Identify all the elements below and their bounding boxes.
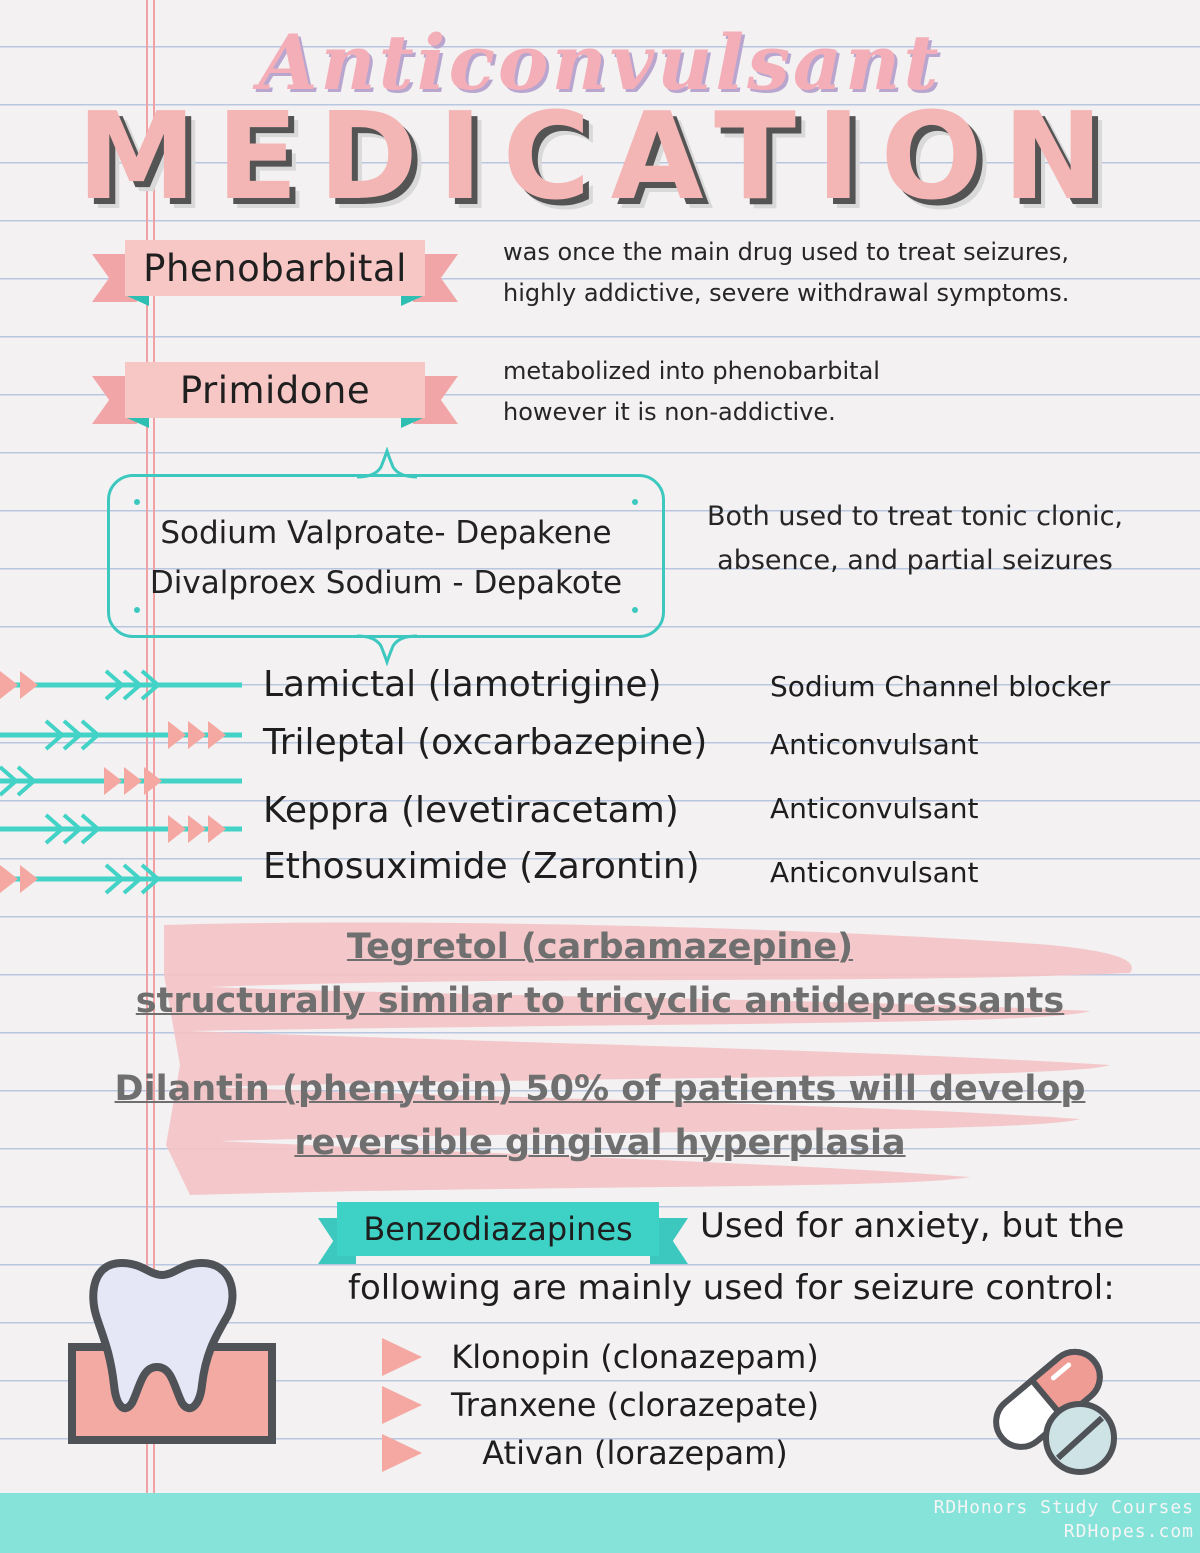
dilantin-description: reversible gingival hyperplasia — [294, 1123, 906, 1163]
drug-name: Lamictal (lamotrigine) — [263, 664, 662, 705]
primidone-label: Primidone — [125, 362, 425, 418]
footer-line-2: RDHopes.com — [1063, 1521, 1194, 1542]
tegretol-line: Tegretol (carbamazepine) — [346, 927, 854, 967]
drug-name: Ethosuximide (Zarontin) — [263, 846, 700, 887]
drug-class: Anticonvulsant — [770, 856, 979, 889]
pills-icon — [980, 1330, 1130, 1480]
drug-name: Keppra (levetiracetam) — [263, 790, 679, 831]
title-script: Anticonvulsant — [258, 18, 942, 107]
benzo-item: Tranxene (clorazepate) — [450, 1386, 820, 1424]
divalproex-line: Divalproex Sodium - Depakote — [149, 565, 623, 601]
benzo-description: following are mainly used for seizure control: — [348, 1268, 1115, 1308]
brace-bottom-icon — [355, 634, 419, 666]
phenobarbital-description: was once the main drug used to treat seizures, highly addictive, severe withdrawal symptoms. — [503, 238, 1070, 307]
benzodiazepines-label: Benzodiazapines — [337, 1202, 659, 1256]
benzo-item: Ativan (lorazepam) — [482, 1434, 788, 1472]
drug-class: Anticonvulsant — [770, 728, 979, 761]
valproate-description: Both used to treat tonic clonic, absence, and partial seizures — [707, 501, 1123, 576]
tooth-icon — [62, 1255, 282, 1450]
drug-class: Anticonvulsant — [770, 792, 979, 825]
primidone-banner — [92, 362, 458, 428]
valproate-line: Sodium Valproate- Depakene — [160, 515, 612, 551]
triangle-bullet-icon — [382, 1434, 422, 1472]
triangle-bullet-icon — [382, 1338, 422, 1376]
triangle-bullet-icon — [382, 1386, 422, 1424]
phenobarbital-label: Phenobarbital — [125, 240, 425, 296]
valproate-box-text — [107, 508, 665, 608]
page-title: MEDICATION — [76, 88, 1124, 227]
benzo-description: Used for anxiety, but the — [700, 1206, 1125, 1246]
arrow-icon — [0, 655, 250, 905]
benzo-item: Klonopin (clonazepam) — [451, 1338, 819, 1376]
footer-credit — [934, 1496, 1194, 1544]
dilantin-line: Dilantin (phenytoin) 50% of patients will develop — [114, 1069, 1086, 1109]
tegretol-description: structurally similar to tricyclic antidepressants — [135, 981, 1065, 1021]
drug-class: Sodium Channel blocker — [770, 670, 1111, 703]
footer-line-1: RDHonors Study Courses — [933, 1497, 1194, 1518]
drug-name: Trileptal (oxcarbazepine) — [263, 722, 708, 763]
primidone-description: metabolized into phenobarbital however it is non-addictive. — [503, 357, 880, 426]
phenobarbital-banner — [92, 240, 458, 306]
